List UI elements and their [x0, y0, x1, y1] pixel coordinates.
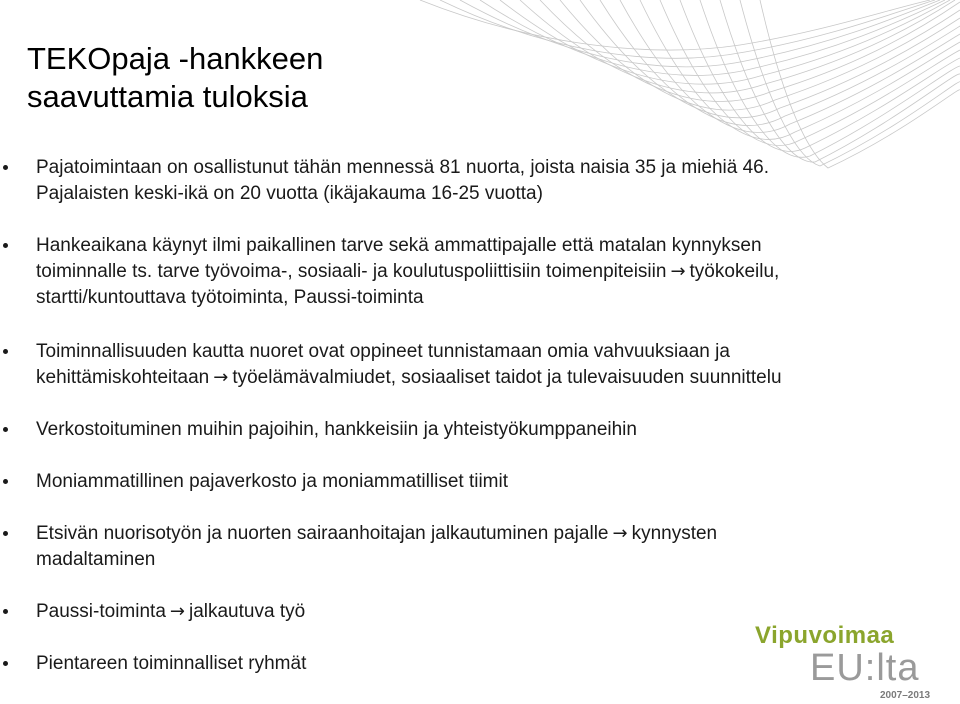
bullet-item-strengths: Toiminnallisuuden kautta nuoret ovat oppineet tunnistamaan omia vahvuuksiaan ja kehittämiskohteitaan → työelämävalmiudet, sosiaaliset taidot ja tulevaisuuden suunnittelu	[36, 339, 916, 391]
bullet-icon	[3, 349, 8, 354]
logo-years-text: 2007–2013	[880, 690, 931, 701]
bullet-icon	[3, 531, 8, 536]
bullet-icon	[3, 165, 8, 170]
logo-top-text: Vipuvoimaa	[755, 622, 895, 649]
bullet-icon	[3, 427, 8, 432]
bullet-item-local-need: Hankeaikana käynyt ilmi paikallinen tarve sekä ammattipajalle että matalan kynnyksen toiminnalle ts. tarve työvoima-, sosiaali- ja koulutuspoliittisiin toimenpiteisiin → työkokeilu, startti/kuntouttava työtoiminta, Paussi-toiminta	[36, 233, 916, 311]
arrow-right-icon: →	[169, 601, 185, 622]
bullet-icon	[3, 661, 8, 666]
arrow-right-icon: →	[612, 523, 628, 544]
bullet-icon	[3, 479, 8, 484]
bullet-item-outreach: Etsivän nuorisotyön ja nuorten sairaanhoitajan jalkautuminen pajalle → kynnysten madaltaminen	[36, 521, 916, 573]
bullet-icon	[3, 609, 8, 614]
bullet-item-groups: Pientareen toiminnalliset ryhmät	[36, 651, 916, 677]
bullet-item-participants: Pajatoimintaan on osallistunut tähän mennessä 81 nuorta, joista naisia 35 ja miehiä 46. Pajalaisten keski-ikä on 20 vuotta (ikäjakauma 16-25 vuotta)	[36, 155, 916, 207]
bullet-item-paussi: Paussi-toiminta → jalkautuva työ	[36, 599, 916, 625]
bullet-item-networking: Verkostoituminen muihin pajoihin, hankkeisiin ja yhteistyökumppaneihin	[36, 417, 916, 443]
slide-title	[27, 40, 323, 116]
title-line-1: TEKOpaja -hankkeen	[27, 41, 324, 76]
bullet-item-multiprofessional: Moniammatillinen pajaverkosto ja moniammatilliset tiimit	[36, 469, 916, 495]
bullet-icon	[3, 243, 8, 248]
eu-logo	[755, 622, 935, 702]
logo-main-text: EU:lta	[810, 647, 920, 689]
arrow-right-icon: →	[213, 367, 229, 388]
arrow-right-icon: →	[670, 261, 686, 282]
title-line-2: saavuttamia tuloksia	[27, 79, 308, 114]
